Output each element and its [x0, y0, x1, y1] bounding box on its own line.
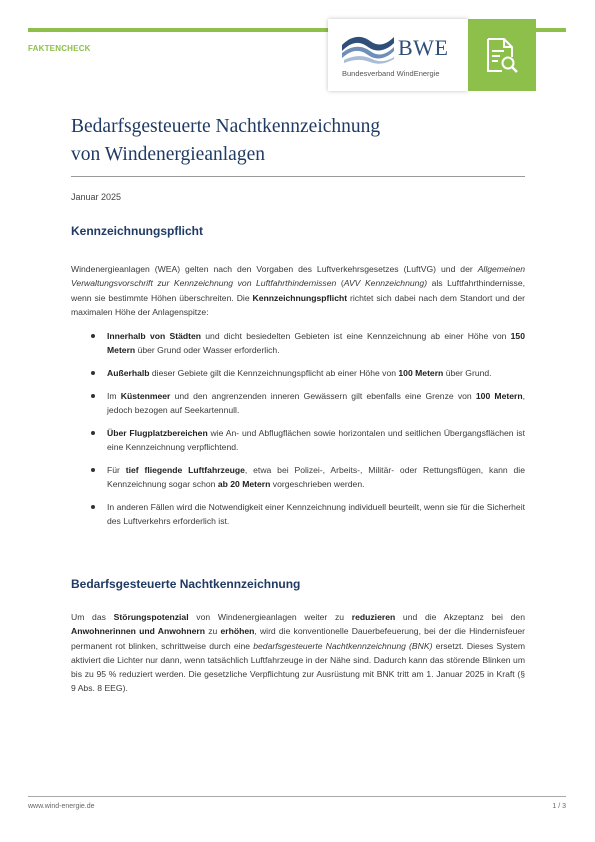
- document-search-badge: [468, 19, 536, 91]
- intro-text: als Luftfahrthindernisse, wenn sie bestimmte Höhen überschreiten. Die: [71, 278, 525, 303]
- text: von Windenergieanlagen weiter zu: [188, 612, 352, 622]
- section-1-intro: [71, 262, 525, 319]
- bold-text: Störungspotenzial: [113, 612, 189, 622]
- text: und die Akzeptanz bei den: [395, 612, 525, 622]
- text: über Grund.: [443, 368, 492, 379]
- section-heading-kennzeichnungspflicht: Kennzeichnungspflicht: [71, 224, 203, 238]
- list-item: [71, 500, 525, 529]
- bold-text: reduzieren: [351, 612, 396, 622]
- bold-text: 150 Metern: [107, 331, 525, 356]
- text: , jedoch bezogen auf Seekartennull.: [107, 390, 525, 416]
- title-divider: [71, 176, 525, 177]
- footer-website: www.wind-energie.de: [28, 803, 95, 810]
- bold-text: Über Flugplatzbereichen: [107, 427, 208, 438]
- document-type-label: FAKTENCHECK: [28, 44, 91, 53]
- list-item: [71, 329, 525, 358]
- document-search-icon: [484, 37, 520, 73]
- bold-text: 100 Metern: [475, 390, 523, 401]
- logo-wordmark: BWE: [398, 35, 449, 60]
- bold-text: Küstenmeer: [120, 390, 171, 401]
- text: wie An- und Abflugflächen sowie horizontalen und seitlichen Übergangsflächen ist eine Kennzeichnung verpflichtend.: [107, 427, 525, 453]
- text: und den angrenzenden inneren Gewässern gilt ebenfalls eine Grenze von: [170, 390, 476, 401]
- intro-italic-avv-short: AVV Kennzeichnung): [343, 278, 428, 289]
- bold-text: Außerhalb: [107, 368, 150, 379]
- intro-text: Windenergieanlagen (WEA) gelten nach den Vorgaben des Luftverkehrsgesetzes (LuftVG) und der: [71, 264, 478, 274]
- text: zu: [205, 626, 221, 637]
- logo-subtitle: Bundesverband WindEnergie: [342, 69, 440, 78]
- list-item: [71, 463, 525, 492]
- list-item: [71, 426, 525, 455]
- intro-text: (: [336, 278, 344, 289]
- list-item: [71, 389, 525, 418]
- text: Für: [107, 465, 126, 476]
- text: und dicht besiedelten Gebieten ist eine Kennzeichnung ab einer Höhe von: [201, 331, 511, 341]
- bold-text: Innerhalb von Städten: [107, 331, 201, 341]
- bold-text: ab 20 Metern: [217, 479, 271, 490]
- bold-text: erhöhen: [220, 626, 255, 637]
- bold-text: 100 Metern: [398, 368, 444, 379]
- text: dieser Gebiete gilt die Kennzeichnungspflicht ab einer Höhe von: [149, 368, 399, 379]
- text: , etwa bei Polizei-, Arbeits-, Militär- oder Rettungsflügen, kann die Kennzeichnung sogar schon: [107, 465, 525, 490]
- bold-text: tief fliegende Luftfahrzeuge: [125, 465, 245, 476]
- section-heading-bnk: Bedarfsgesteuerte Nachtkennzeichnung: [71, 577, 301, 591]
- text: In anderen Fällen wird die Notwendigkeit einer Kennzeichnung individuell beurteilt, wenn sie für die Sicherheit des Luftverkehrs erforderlich ist.: [107, 502, 525, 527]
- text: Um das: [71, 612, 114, 622]
- text: Im: [107, 390, 121, 401]
- section-2-body: [71, 610, 525, 696]
- list-item: [71, 366, 525, 380]
- header-accent-bar: [28, 28, 328, 32]
- page-title: [71, 113, 531, 169]
- publication-date: Januar 2025: [71, 192, 122, 202]
- bold-text: Anwohnerinnen und Anwohnern: [71, 626, 205, 637]
- header-accent-bar-right: [536, 28, 566, 32]
- intro-text: richtet sich dabei nach dem Standort und der maximalen Höhe der Anlagenspitze:: [71, 292, 525, 317]
- page-title-line-1: Bedarfsgesteuerte Nachtkennzeichnung: [71, 116, 381, 137]
- intro-italic-avv: Allgemeinen Verwaltungsvorschrift zur Kennzeichnung von Luftfahrthindernissen: [71, 264, 525, 289]
- text: vorgeschrieben werden.: [270, 479, 365, 490]
- footer-divider: [28, 796, 566, 797]
- italic-text: bedarfsgesteuerte Nachtkennzeichnung (BNK): [253, 640, 433, 651]
- text: über Grund oder Wasser erforderlich.: [135, 345, 280, 356]
- intro-bold-kennzeichnungspflicht: Kennzeichnungspflicht: [252, 292, 348, 303]
- text: ersetzt. Dieses System aktiviert die Lichter nur dann, wenn tatsächlich Luftfahrzeuge in der Nähe sind. Dadurch kann das störende Blinken um bis zu 95 % reduziert werden. Die gesetzliche Verpflichtung zur Ausrüstung mit BNK tritt am 1. Januar 2025 in Kraft (§ 9 Abs. 8 EEG).: [71, 640, 525, 694]
- bwe-logo: [328, 19, 468, 91]
- requirements-list: [71, 329, 525, 537]
- footer-page-number: 1 / 3: [552, 803, 566, 810]
- wave-logo-icon: [340, 31, 396, 65]
- text: , wird die konventionelle Dauerbefeuerung, bei der die Hindernisfeuer permanent rot blinken, schrittweise durch eine: [71, 626, 525, 651]
- page-title-line-2: von Windenergieanlagen: [71, 144, 265, 165]
